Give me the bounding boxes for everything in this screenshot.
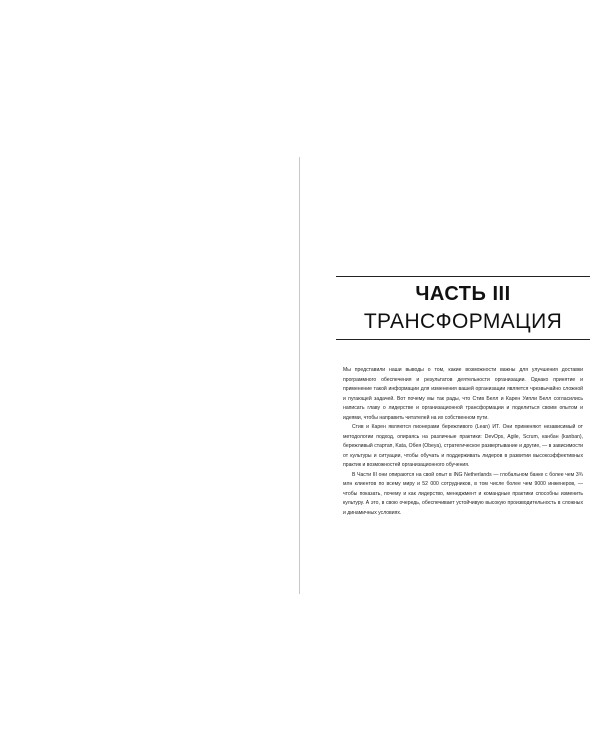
part-number-heading: ЧАСТЬ III [415,283,511,305]
title-rule-bottom [336,339,590,340]
part-title-heading: ТРАНСФОРМАЦИЯ [363,310,563,333]
title-rule-top [336,276,590,277]
right-page [300,0,600,750]
intro-text-block [343,366,583,518]
intro-paragraph-2: Стив и Карен являются пионерами бережливого (Lean) ИТ. Они применяют независимый от методологии подход, опираясь на различные практики: DevOps, Agile, Scrum, канбан (kanban), бережливый стартап, Kata, Обея (Obeya), стратегическое развертывание и другие, — в зависимости от культуры и ситуации, чтобы обучать и поддерживать лидеров в развитии высокоэффективных практик и возможностей организационного обучения. [343,424,583,468]
intro-paragraph-3: В Части III они опираются на свой опыт в ING Netherlands — глобальном банке с более чем 3¾ млн клиентов по всему миру и 52 000 сотрудников, в том числе более чем 9000 инженеров, — чтобы показать, почему и как лидерство, менеджмент и командные практики способны изменить культуру. А это, в свою очередь, обеспечивает устойчивую высокую производительность в сложных и динамичных условиях. [343,471,583,516]
intro-paragraph-1: Мы представили наши выводы о том, какие возможности важны для улучшения доставки программного обеспечения и результатов деятельности организации. Однако принятие и применение такой информации для изменения вашей организации является чрезвычайно сложной и пугающей задачей. Вот почему мы так рады, что Стив Белл и Карен Уипли Белл согласились написать главу о лидерстве и организационной трансформации и поделиться своим опытом и идеями, чтобы направить читателей на их собственном пути. [343,367,583,421]
